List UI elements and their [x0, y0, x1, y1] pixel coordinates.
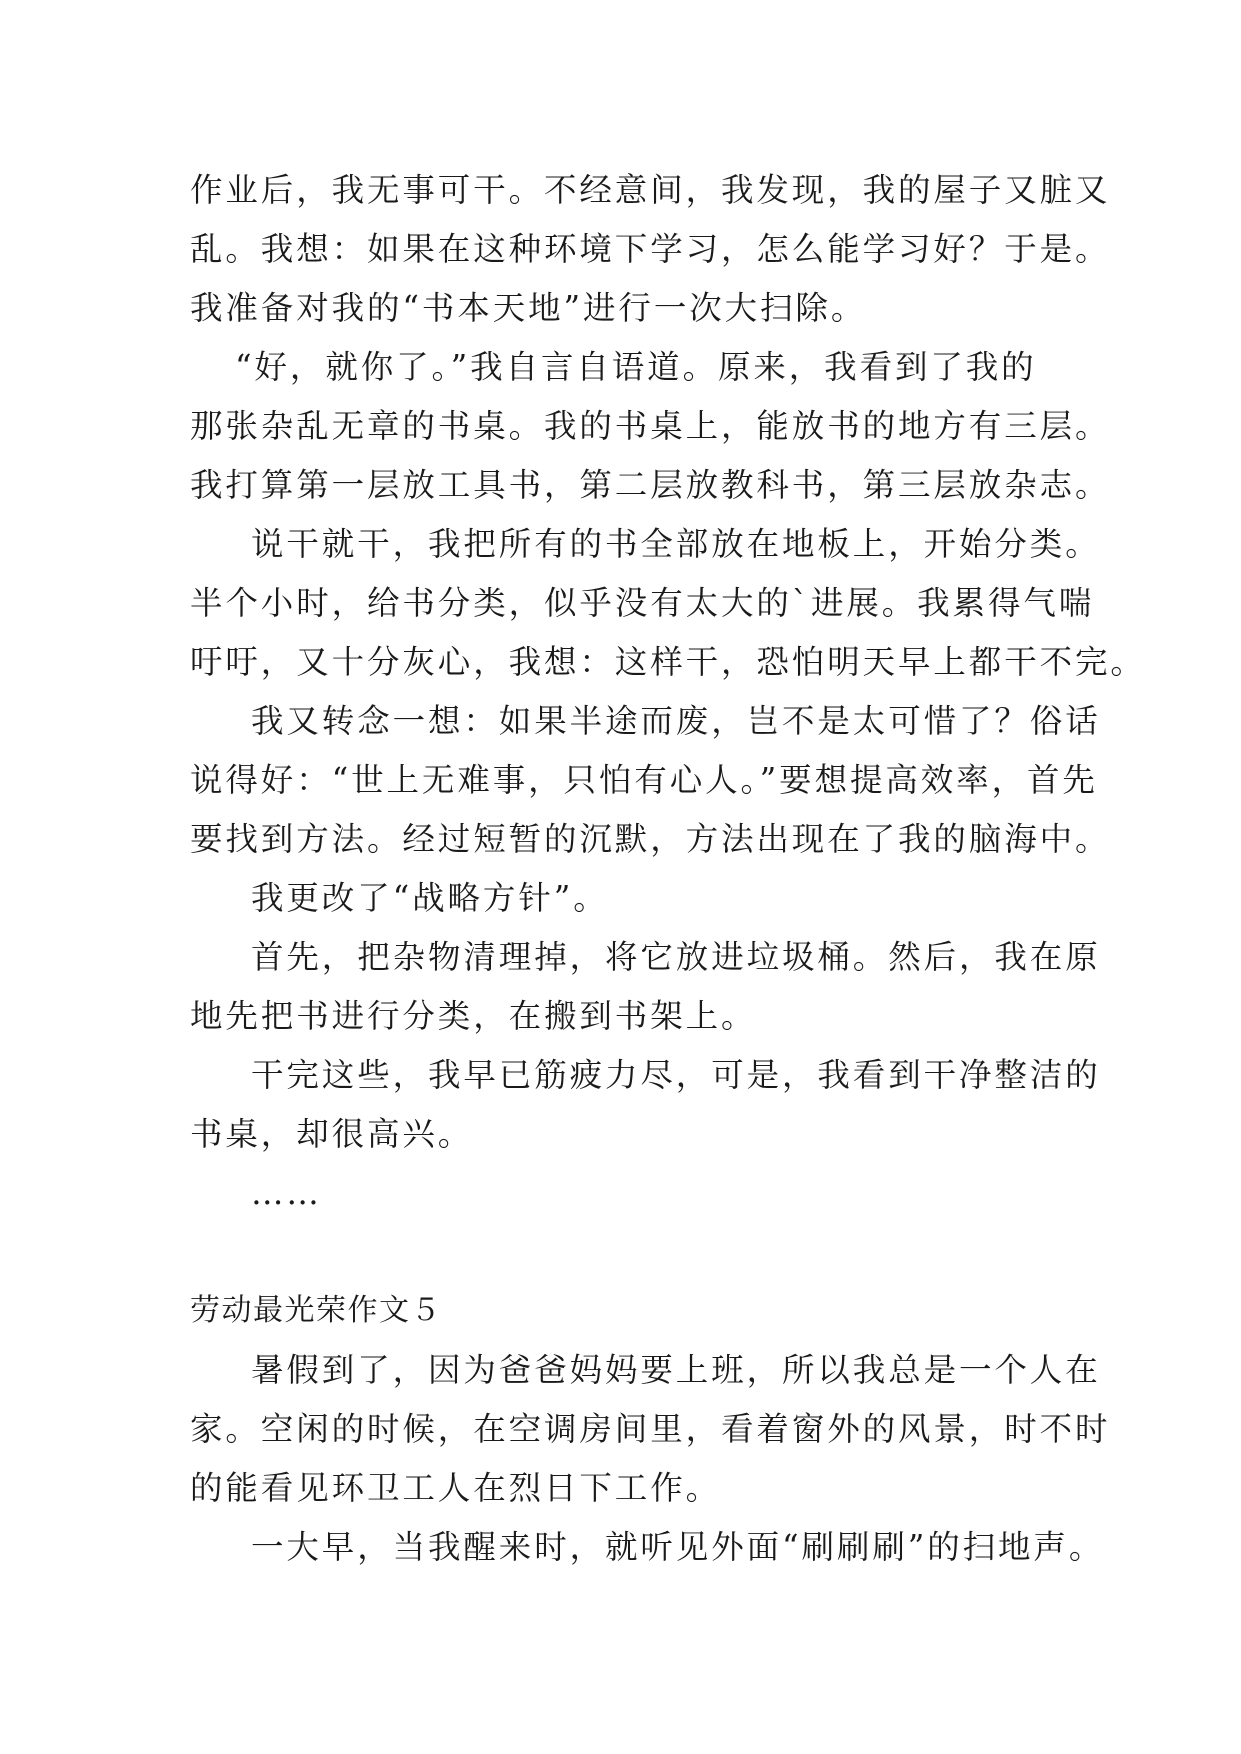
- paragraph-first-line: 干完这些，我早已筋疲力尽，可是，我看到干净整洁的: [251, 1056, 1101, 1094]
- paragraph-first-line: 我更改了“战略方针”。: [251, 879, 609, 917]
- text-line: 家。空闲的时候，在空调房间里，看着窗外的风景，时不时: [190, 1410, 1111, 1448]
- paragraph-first-line: 一大早，当我醒来时，就听见外面“刷刷刷”的扫地声。: [251, 1528, 1105, 1566]
- text-line: 那张杂乱无章的书桌。我的书桌上，能放书的地方有三层。: [190, 407, 1111, 445]
- paragraph-first-line: 我又转念一想：如果半途而废，岂不是太可惜了？俗话: [251, 702, 1101, 740]
- text-line: 书桌，却很高兴。: [190, 1115, 474, 1153]
- text-line: 我准备对我的“书本天地”进行一次大扫除。: [190, 289, 867, 327]
- text-line: 地先把书进行分类，在搬到书架上。: [190, 997, 757, 1035]
- text-line: 乱。我想：如果在这种环境下学习，怎么能学习好？于是。: [190, 230, 1111, 268]
- section-title: 劳动最光荣作文５: [190, 1293, 442, 1328]
- text-line: 半个小时，给书分类，似乎没有太大的`进展。我累得气喘: [190, 584, 1095, 622]
- paragraph-first-line: 首先，把杂物清理掉，将它放进垃圾桶。然后，我在原: [251, 938, 1101, 976]
- text-line: 我打算第一层放工具书，第二层放教科书，第三层放杂志。: [190, 466, 1111, 504]
- paragraph-first-line: 说干就干，我把所有的书全部放在地板上，开始分类。: [251, 525, 1101, 563]
- paragraph-first-line: “好，就你了。”我自言自语道。原来，我看到了我的: [235, 348, 1037, 386]
- paragraph-first-line: 暑假到了，因为爸爸妈妈要上班，所以我总是一个人在: [251, 1351, 1101, 1389]
- text-line: 说得好：“世上无难事，只怕有心人。”要想提高效率，首先: [190, 761, 1098, 799]
- text-line: 吁吁，又十分灰心，我想：这样干，恐怕明天早上都干不完。: [190, 643, 1146, 681]
- text-line: 要找到方法。经过短暂的沉默，方法出现在了我的脑海中。: [190, 820, 1111, 858]
- ellipsis-line: ……: [251, 1174, 322, 1212]
- text-line: 的能看见环卫工人在烈日下工作。: [190, 1469, 722, 1507]
- text-line: 作业后，我无事可干。不经意间，我发现，我的屋子又脏又: [190, 171, 1111, 209]
